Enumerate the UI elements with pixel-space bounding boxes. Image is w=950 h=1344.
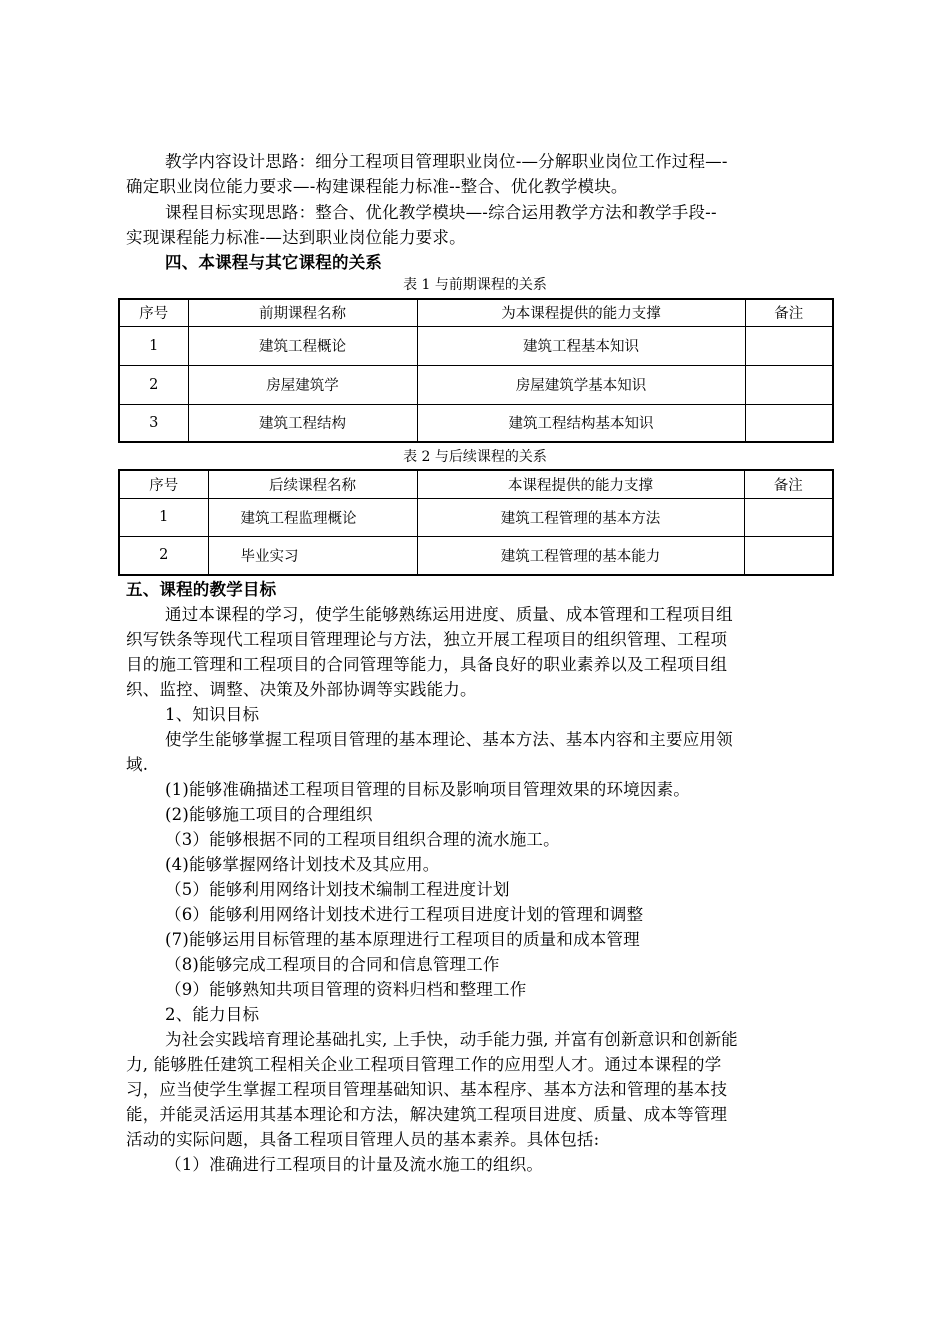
table-header-row — [119, 299, 833, 326]
table-row — [119, 365, 833, 404]
list-item: （8)能够完成工程项目的合同和信息管理工作 — [165, 955, 500, 974]
table-cell: 毕业实习 — [208, 536, 417, 575]
paragraph-line: 为社会实践培育理论基础扎实, 上手快，动手能力强, 并富有创新意识和创新能 — [165, 1030, 738, 1049]
table-cell: 建筑工程基本知识 — [417, 326, 745, 365]
table-cell — [745, 404, 833, 442]
intro-line: 课程目标实现思路：整合、优化教学模块—-综合运用教学方法和教学手段-- — [165, 203, 717, 222]
table-row — [119, 404, 833, 442]
paragraph-line: 织写铁条等现代工程项目管理理论与方法，独立开展工程项目的组织管理、工程项 — [126, 630, 728, 649]
paragraph-line: 能，并能灵活运用其基本理论和方法，解决建筑工程项目进度、质量、成本等管理 — [126, 1105, 728, 1124]
table-cell: 建筑工程结构基本知识 — [417, 404, 745, 442]
list-item: (2)能够施工项目的合理组织 — [165, 805, 373, 824]
table-cell: 建筑工程结构 — [188, 404, 417, 442]
header-cell: 本课程提供的能力支撑 — [417, 470, 744, 498]
table-header-row — [119, 470, 833, 498]
table-row — [119, 498, 833, 536]
table-caption: 表 1 与前期课程的关系 — [403, 277, 547, 293]
header-cell: 后续课程名称 — [208, 470, 417, 498]
table-caption: 表 2 与后续课程的关系 — [403, 449, 547, 465]
header-cell: 为本课程提供的能力支撑 — [417, 299, 745, 326]
table-cell — [744, 498, 833, 536]
table-row — [119, 326, 833, 365]
table-cell: 2 — [119, 536, 208, 575]
table-cell: 建筑工程管理的基本能力 — [417, 536, 744, 575]
table-cell — [744, 536, 833, 575]
table-row — [119, 536, 833, 575]
prior-courses-table — [118, 298, 834, 443]
paragraph-line: 力, 能够胜任建筑工程相关企业工程项目管理工作的应用型人才。通过本课程的学 — [126, 1055, 722, 1074]
table-cell — [745, 365, 833, 404]
section-heading: 五、课程的教学目标 — [126, 580, 277, 599]
header-cell: 序号 — [119, 299, 188, 326]
intro-line: 教学内容设计思路：细分工程项目管理职业岗位-—分解职业岗位工作过程—- — [165, 152, 728, 171]
paragraph-line: 使学生能够掌握工程项目管理的基本理论、基本方法、基本内容和主要应用领 — [165, 730, 733, 749]
list-item: （6）能够利用网络计划技术进行工程项目进度计划的管理和调整 — [165, 905, 644, 924]
section-heading: 四、本课程与其它课程的关系 — [165, 253, 383, 272]
header-cell: 前期课程名称 — [188, 299, 417, 326]
paragraph-line: 习，应当使学生掌握工程项目管理基础知识、基本程序、基本方法和管理的基本技 — [126, 1080, 728, 1099]
list-item: (7)能够运用目标管理的基本原理进行工程项目的质量和成本管理 — [165, 930, 640, 949]
table-cell: 2 — [119, 365, 188, 404]
table-cell: 建筑工程管理的基本方法 — [417, 498, 744, 536]
table-cell: 房屋建筑学 — [188, 365, 417, 404]
table-cell: 建筑工程监理概论 — [208, 498, 417, 536]
list-item: (1)能够准确描述工程项目管理的目标及影响项目管理效果的环境因素。 — [165, 780, 690, 799]
table-cell: 1 — [119, 326, 188, 365]
header-cell: 备注 — [745, 299, 833, 326]
header-cell: 备注 — [744, 470, 833, 498]
paragraph-line: 目的施工管理和工程项目的合同管理等能力，具备良好的职业素养以及工程项目组 — [126, 655, 728, 674]
list-item: （9）能够熟知共项目管理的资料归档和整理工作 — [165, 980, 527, 999]
list-item: （5）能够利用网络计划技术编制工程进度计划 — [165, 880, 510, 899]
table-cell: 1 — [119, 498, 208, 536]
header-cell: 序号 — [119, 470, 208, 498]
subsequent-courses-table — [118, 469, 834, 576]
paragraph-line: 织、监控、调整、决策及外部协调等实践能力。 — [126, 680, 477, 699]
table-cell: 房屋建筑学基本知识 — [417, 365, 745, 404]
list-item: （1）准确进行工程项目的计量及流水施工的组织。 — [165, 1155, 544, 1174]
table-cell: 建筑工程概论 — [188, 326, 417, 365]
intro-line: 实现课程能力标准-—达到职业岗位能力要求。 — [126, 228, 466, 247]
paragraph-line: 通过本课程的学习，使学生能够熟练运用进度、质量、成本管理和工程项目组 — [165, 605, 733, 624]
subsection-title: 1、知识目标 — [165, 705, 260, 724]
table-cell — [745, 326, 833, 365]
list-item: (4)能够掌握网络计划技术及其应用。 — [165, 855, 440, 874]
list-item: （3）能够根据不同的工程项目组织合理的流水施工。 — [165, 830, 560, 849]
subsection-title: 2、能力目标 — [165, 1005, 260, 1024]
intro-line: 确定职业岗位能力要求—-构建课程能力标准--整合、优化教学模块。 — [126, 177, 628, 196]
paragraph-line: 域. — [126, 755, 149, 774]
paragraph-line: 活动的实际问题，具备工程项目管理人员的基本素养。具体包括: — [126, 1130, 600, 1149]
table-cell: 3 — [119, 404, 188, 442]
